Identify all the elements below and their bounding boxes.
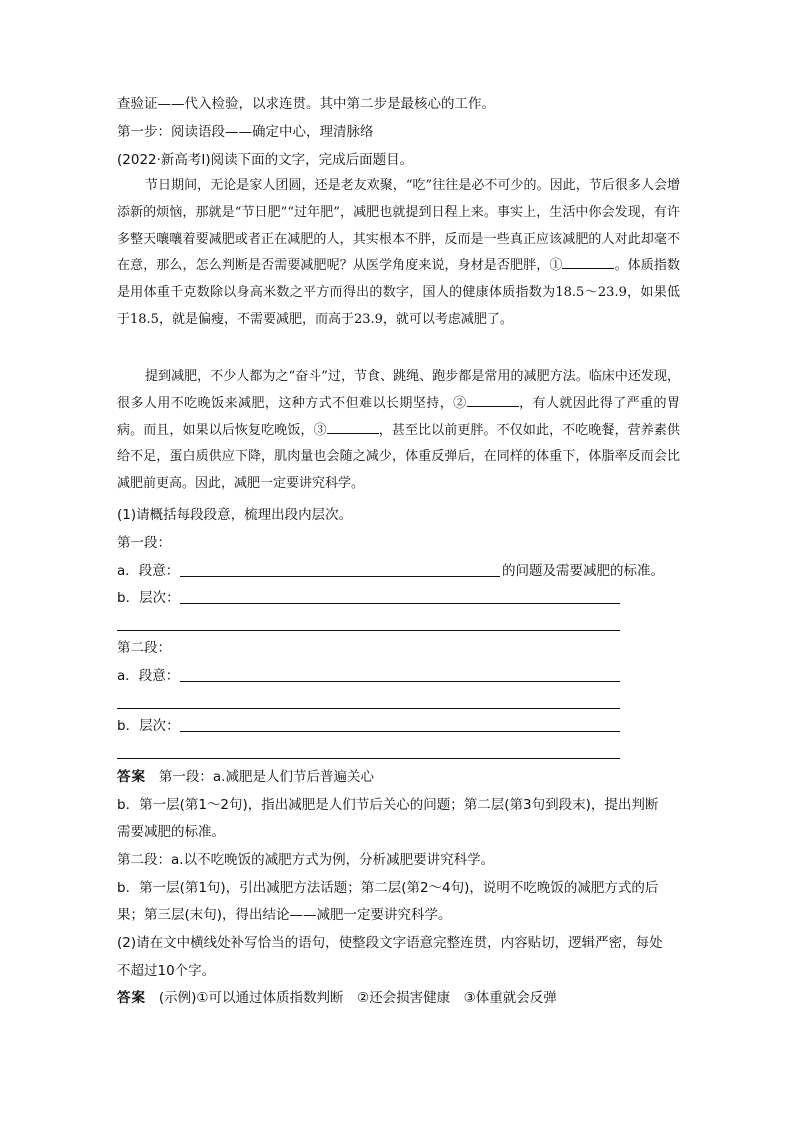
answer-line-para2-a[interactable]: [180, 681, 620, 682]
answer-line-para2-b-2[interactable]: [117, 758, 620, 759]
answer-1-line: b．第一层(第1～2句)，指出减肥是人们节后关心的问题；第二层(第3句到段末)，提出判断: [117, 797, 659, 813]
passage-text: ，有人就因此得了严重的胃病。而且，如果以后恢复吃晚饭，③: [117, 395, 680, 438]
answer-line-para1-a[interactable]: [180, 576, 500, 577]
question-2-prompt-cont: 不超过10个字。: [117, 963, 216, 979]
answer-text: 第一段：a.减肥是人们节后普遍关心: [158, 769, 374, 785]
question-2-prompt: (2)请在文中横线处补写恰当的语句，使整段文字语意完整连贯，内容贴切，逻辑严密，每处: [117, 935, 663, 951]
answer-line-para2-a-2[interactable]: [117, 708, 620, 709]
answer-1-line: 果；第三层(末句)，得出结论——减肥一定要讲究科学。: [117, 907, 452, 923]
answer-1-line: b．第一层(第1句)，引出减肥方法话题；第二层(第2～4句)，说明不吃晚饭的减肥方式的后: [117, 880, 659, 896]
question-1-prompt: (1)请概括每段段意，梳理出段内层次。: [117, 507, 353, 523]
passage-text: 。体质指数是用体重千克数除以身高米数之平方而得出的数字，国人的健康体质指数为18.5～23.9，如果低于18.5，就是偏瘦，不需要减肥，而高于23.9，就可以考虑减肥了。: [117, 258, 680, 327]
passage-paragraph-2: [117, 364, 680, 498]
source-line: (2022·新高考Ⅰ)阅读下面的文字，完成后面题目。: [117, 152, 414, 168]
answer-line-para1-b-2[interactable]: [117, 630, 620, 631]
answer-line-para1-b[interactable]: [180, 603, 620, 604]
passage-text: ，甚至比以前更胖。不仅如此，不吃晚餐，营养素供给不足，蛋白质供应下降，肌肉量也会随之减少，体重反弹后，在同样的体重下，体脂率反而会比减肥前更高。因此，减肥一定要讲究科学。: [117, 422, 680, 492]
answer-2-line: [117, 988, 557, 1008]
passage-text: 节日期间，无论是家人团圆，还是老友欢聚，“吃”往往是必不可少的。因此，节后很多人会增添新的烦恼，那就是“节日肥”“过年肥”，减肥也就提到日程上来。事实上，生活中你会发现，有许多整天嚷嚷着要减肥或者正在减肥的人，其实根本不胖，反而是一些真正应该减肥的人对此却毫不在意，那么，怎么判断是否需要减肥呢？从医学角度来说，身材是否肥胖，①: [117, 178, 680, 274]
para1-a-suffix: 的问题及需要减肥的标准。: [502, 563, 664, 579]
answer-text: (示例)①可以通过体质指数判断 ②还会损害健康 ③体重就会反弹: [158, 990, 557, 1006]
intro-line: 查验证——代入检验，以求连贯。其中第二步是最核心的工作。: [117, 96, 495, 112]
para2-label: 第二段：: [117, 640, 171, 656]
answer-tag: 答案: [117, 769, 146, 785]
answer-1-line: 需要减肥的标准。: [117, 824, 225, 840]
passage-text: 提到减肥，不少人都为之“奋斗”过，节食、跳绳、跑步都是常用的减肥方法。临床中还发现，很多人用不吃晚饭来减肥，这种方式不但难以长期坚持，②: [117, 369, 680, 411]
answer-tag: 答案: [117, 990, 146, 1006]
passage-paragraph-1: [117, 173, 680, 334]
step-heading: 第一步：阅读语段——确定中心，理清脉络: [117, 124, 374, 140]
answer-1-line: 第二段：a.以不吃晚饭的减肥方式为例，分析减肥要讲究科学。: [117, 852, 495, 868]
fill-blank-3[interactable]: [327, 421, 379, 434]
para1-a-label: a．段意：: [117, 563, 180, 579]
para1-b-label: b．层次：: [117, 590, 180, 606]
para1-label: 第一段：: [117, 535, 171, 551]
fill-blank-2[interactable]: [467, 394, 519, 407]
para2-a-label: a．段意：: [117, 668, 180, 684]
answer-line-para2-b[interactable]: [180, 731, 620, 732]
para2-b-label: b．层次：: [117, 718, 180, 734]
fill-blank-1[interactable]: [562, 256, 614, 269]
answer-1-first-line: [117, 767, 374, 787]
